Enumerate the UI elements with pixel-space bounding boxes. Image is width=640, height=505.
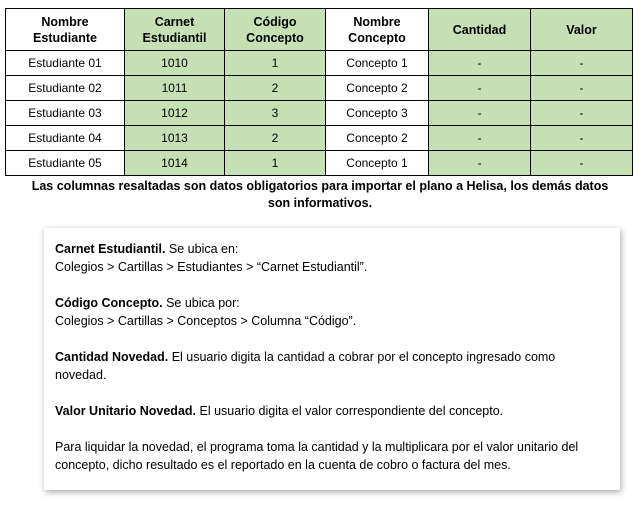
table-cell: - — [531, 151, 633, 176]
highlight-note — [0, 178, 640, 212]
cantidad-text: El usuario digita la cantidad a cobrar por el concepto ingresado como novedad. — [55, 350, 556, 382]
table-cell: Concepto 3 — [326, 101, 429, 126]
table-cell: 1012 — [125, 101, 225, 126]
header-line: Concepto — [348, 30, 406, 45]
carnet-title: Carnet Estudiantil. — [55, 242, 166, 256]
cantidad-title: Cantidad Novedad. — [55, 350, 169, 364]
table-cell: - — [429, 76, 531, 101]
table-cell: - — [429, 51, 531, 76]
header-nombre-estudiante — [6, 9, 125, 51]
table-cell: - — [531, 76, 633, 101]
table-cell: - — [531, 51, 633, 76]
table-row — [6, 51, 633, 76]
note-line-1: Las columnas resaltadas son datos obligatorios para importar el plano a Helisa, los demás datos — [31, 179, 609, 193]
table-cell: - — [429, 126, 531, 151]
valor-info — [55, 402, 608, 420]
table-cell: - — [429, 101, 531, 126]
valor-text: El usuario digita el valor correspondiente del concepto. — [196, 404, 504, 418]
table-cell: Concepto 1 — [326, 151, 429, 176]
codigo-text: Se ubica por: — [162, 296, 240, 310]
carnet-path: Colegios > Cartillas > Estudiantes > “Carnet Estudiantil”. — [55, 260, 368, 274]
table-row — [6, 151, 633, 176]
codigo-path: Colegios > Cartillas > Conceptos > Columna “Código”. — [55, 314, 357, 328]
header-line: Estudiantil — [142, 30, 207, 45]
header-line: Código — [253, 14, 297, 29]
note-line-2: son informativos. — [267, 196, 373, 210]
header-nombre-concepto — [326, 9, 429, 51]
info-card — [44, 228, 620, 490]
table-cell: - — [531, 126, 633, 151]
valor-title: Valor Unitario Novedad. — [55, 404, 197, 418]
table-cell: Estudiante 04 — [6, 126, 125, 151]
header-line: Nombre — [353, 14, 401, 29]
table-cell: 1011 — [125, 76, 225, 101]
table-cell: 1010 — [125, 51, 225, 76]
table-row — [6, 101, 633, 126]
carnet-info — [55, 240, 608, 276]
codigo-title: Código Concepto. — [55, 296, 163, 310]
table-cell: Estudiante 05 — [6, 151, 125, 176]
table-cell: - — [531, 101, 633, 126]
table-cell: 3 — [225, 101, 326, 126]
cantidad-info — [55, 348, 608, 384]
table-cell: Concepto 2 — [326, 76, 429, 101]
header-line: Nombre — [41, 14, 89, 29]
header-line: Carnet — [154, 14, 195, 29]
table-body — [6, 51, 633, 176]
header-line: Valor — [566, 22, 597, 37]
table-cell: Concepto 1 — [326, 51, 429, 76]
header-valor — [531, 9, 633, 51]
table-header-row — [6, 9, 633, 51]
table-cell: 2 — [225, 126, 326, 151]
carnet-text: Se ubica en: — [165, 242, 239, 256]
header-line: Concepto — [246, 30, 304, 45]
header-carnet-estudiantil — [125, 9, 225, 51]
header-line: Cantidad — [452, 22, 507, 37]
codigo-info — [55, 294, 608, 330]
liquidar-text: Para liquidar la novedad, el programa toma la cantidad y la multiplicara por el valor unitario del concepto, dicho resultado es el reportado en la cuenta de cobro o factura del mes. — [55, 440, 579, 472]
liquidar-info — [55, 438, 608, 474]
table-cell: - — [429, 151, 531, 176]
table-cell: 2 — [225, 76, 326, 101]
table-cell: 1 — [225, 51, 326, 76]
table-row — [6, 76, 633, 101]
table-cell: Estudiante 03 — [6, 101, 125, 126]
table-row — [6, 126, 633, 151]
table-cell: Concepto 2 — [326, 126, 429, 151]
table-cell: Estudiante 02 — [6, 76, 125, 101]
table-cell: Estudiante 01 — [6, 51, 125, 76]
header-cantidad — [429, 9, 531, 51]
table-cell: 1 — [225, 151, 326, 176]
students-table — [5, 8, 633, 176]
table-cell: 1013 — [125, 126, 225, 151]
table-cell: 1014 — [125, 151, 225, 176]
header-line: Estudiante — [33, 30, 97, 45]
header-codigo-concepto — [225, 9, 326, 51]
